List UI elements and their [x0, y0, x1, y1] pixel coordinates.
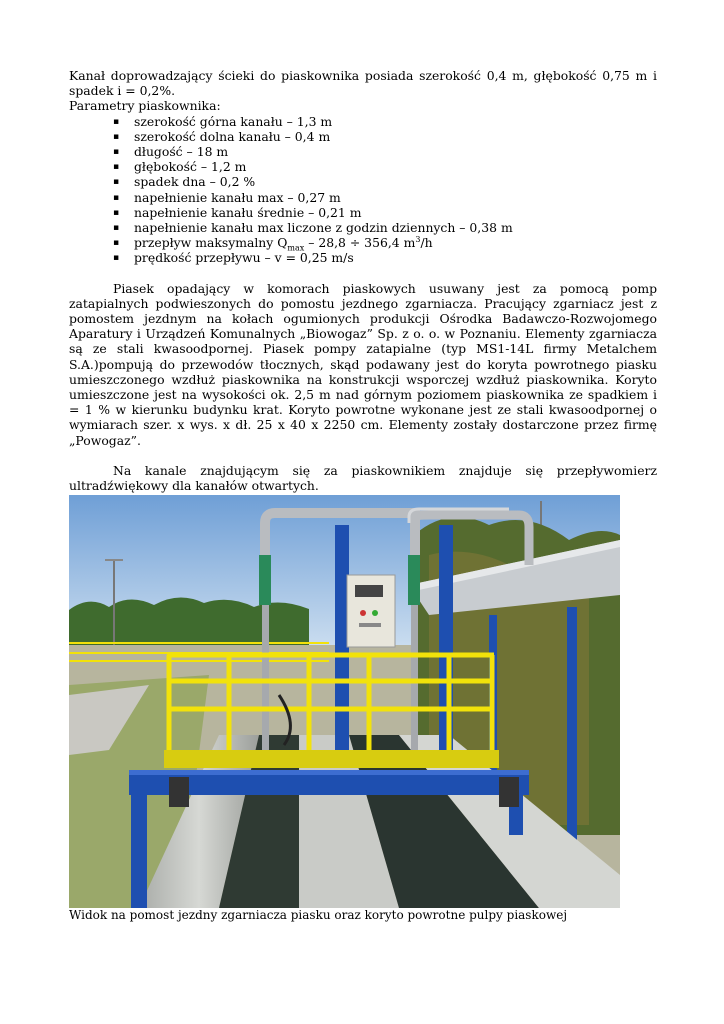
bullet-icon: ▪ [113, 207, 120, 218]
list-item: ▪ szerokość dolna kanału – 0,4 m [113, 128, 331, 144]
paragraph-flowmeter: Na kanale znajdującym się za piaskownikiem znajduje się przepływomierz ultradźwiękowy dla kanałów otwartych. [69, 462, 657, 494]
document-body [69, 68, 657, 493]
list-item: ▪ długość – 18 m [113, 144, 229, 160]
bullet-icon: ▪ [113, 147, 120, 158]
bullet-icon: ▪ [113, 116, 120, 127]
list-item-flow: ▪ przepływ maksymalny $Q_{max} - 28,8 \div 356,4$ $m^3/h$ [113, 235, 433, 253]
intro-text: Kanał doprowadzający ścieki do piaskownika posiada szerokość 0,4 m, głębokość 0,75 m i spadek i = 0,2%. [69, 68, 657, 99]
params-heading: Parametry piaskownika: [69, 98, 221, 114]
figure-caption: Widok na pomost jezdny zgarniacza piasku oraz koryto powrotne pulpy piaskowej [69, 908, 568, 922]
list-item: ▪ głębokość – 1,2 m [113, 159, 247, 175]
paragraph-sand-removal: Piasek opadający w komorach piaskowych usuwany jest za pomocą pomp zatapialnych podwieszonych do pomostu jezdnego zgarniacza. Pracujący zgarniacz jest z pomostem jezdnym na kołach ogumionych produkcji Ośrodka Badawczo-Rozwojomego Aparatury i Urządzeń Komunalnych „Biowogaz” Sp. z o. o. w Poznaniu. Elementy zgarniacza są ze stali kwasoodpornej. Piasek pompy zatapialne (typ MS1-14L firmy Metalchem S.A.)pompują do przewodów tłocznych, skąd podawany jest do koryta powrotnego piasku umieszczonego wzdłuż piaskownika na konstrukcji wsporczej wzdłuż piaskownika. Koryto umieszczone jest na wysokości ok. 2,5 m nad górnym poziomem piaskownika ze spadkiem i = 1 % w kierunku budynku krat. Koryto powrotne wykonane jest ze stali kwasoodpornej o wymiarach szer. x wys. x dł. 25 x 40 x 2250 cm. Elementy zostały dostarczone przez firmę „Powogaz”. [69, 280, 657, 448]
params-list [69, 114, 657, 266]
list-item: ▪ szerokość górna kanału – 1,3 m [113, 113, 333, 129]
bullet-icon: ▪ [113, 253, 120, 264]
list-item: ▪ spadek dna – 0,2 % [113, 174, 256, 190]
list-item: ▪ napełnienie kanału max liczone z godzin dziennych – 0,38 m [113, 220, 513, 236]
bullet-icon: ▪ [113, 177, 120, 188]
list-item: ▪ napełnienie kanału średnie – 0,21 m [113, 204, 362, 220]
bullet-icon: ▪ [113, 131, 120, 142]
bullet-icon: ▪ [113, 238, 120, 249]
scraper-bridge-photo [69, 495, 620, 908]
bullet-icon: ▪ [113, 192, 120, 203]
bullet-icon: ▪ [113, 223, 120, 234]
bullet-icon: ▪ [113, 162, 120, 173]
list-item: ▪ prędkość przepływu – v = 0,25 m/s [113, 250, 354, 266]
list-item: ▪ napełnienie kanału max – 0,27 m [113, 189, 341, 205]
